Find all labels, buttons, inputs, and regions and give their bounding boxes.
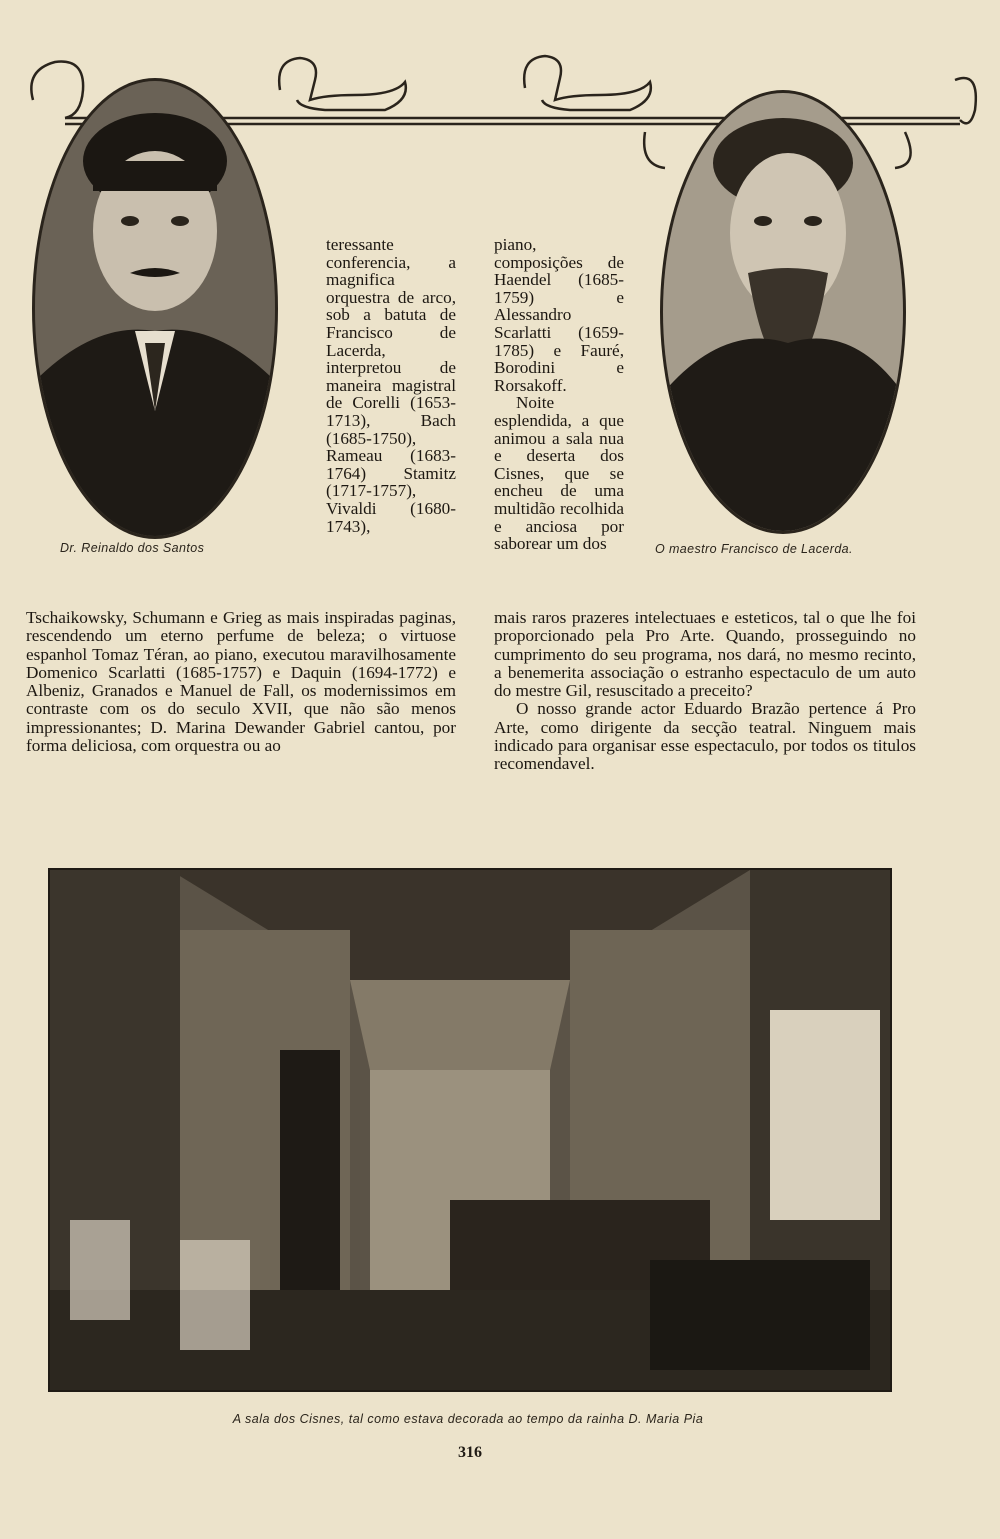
article-narrow-column-2 <box>494 236 624 606</box>
paragraph: mais raros prazeres intelectuaes e esteticos, tal o que lhe foi proporcionado pela Pro Arte. Quando, prosseguindo no cumprimento do seu programa, nos dará, no mesmo recinto, a benemerita associação o estranho espectaculo de um auto do mestre Gil, resuscitado a preceito? <box>494 608 916 701</box>
paragraph: O nosso grande actor Eduardo Brazão pertence á Pro Arte, como dirigente da secção teatral. Ninguem mais indicado para organisar esse espectaculo, por todos os titulos recomendavel. <box>494 699 916 774</box>
portrait-francisco-de-lacerda <box>660 90 906 534</box>
article-wide-column-1 <box>26 609 456 819</box>
photo-caption: A sala dos Cisnes, tal como estava decorada ao tempo da rainha D. Maria Pia <box>232 1412 704 1426</box>
photo-sala-dos-cisnes <box>48 868 892 1392</box>
article-narrow-column-1 <box>326 236 456 606</box>
caption-left-portrait: Dr. Reinaldo dos Santos <box>60 541 205 555</box>
caption-right-portrait: O maestro Francisco de Lacerda. <box>655 542 853 556</box>
paragraph: piano, composições de Haendel (1685-1759) e Alessandro Scarlatti (1659-1785) e Fauré, Borodini e Rorsakoff. <box>494 235 624 395</box>
paragraph: Tschaikowsky, Schumann e Grieg as mais inspiradas paginas, rescendendo um eterno perfume de beleza; o virtuose espanhol Tomaz Téran, ao piano, executou maravilhosamente Domenico Scarlatti (1685-1757) e Daquin (1694-1772) e Albeniz, Granados e Manuel de Fall, os modernissimos em contraste com os do seculo XVII, que não são menos impressionantes; D. Marina Dewander Gabriel cantou, por forma deliciosa, com orquestra ou ao <box>26 608 456 756</box>
paragraph: Noite esplendida, a que animou a sala nua e deserta dos Cisnes, que se encheu de uma multidão recolhida e anciosa por saborear um dos <box>494 393 624 554</box>
paragraph: teressante conferencia, a magnifica orquestra de arco, sob a batuta de Francisco de Lacerda, interpretou de maneira magistral de Corelli (1653-1713), Bach (1685-1750), Rameau (1683-1764) Stamitz (1717-1757), Vivaldi (1680-1743), <box>326 235 456 536</box>
article-wide-column-2 <box>494 609 916 819</box>
page-number: 316 <box>458 1444 482 1461</box>
portrait-reinaldo-dos-santos <box>32 78 278 539</box>
